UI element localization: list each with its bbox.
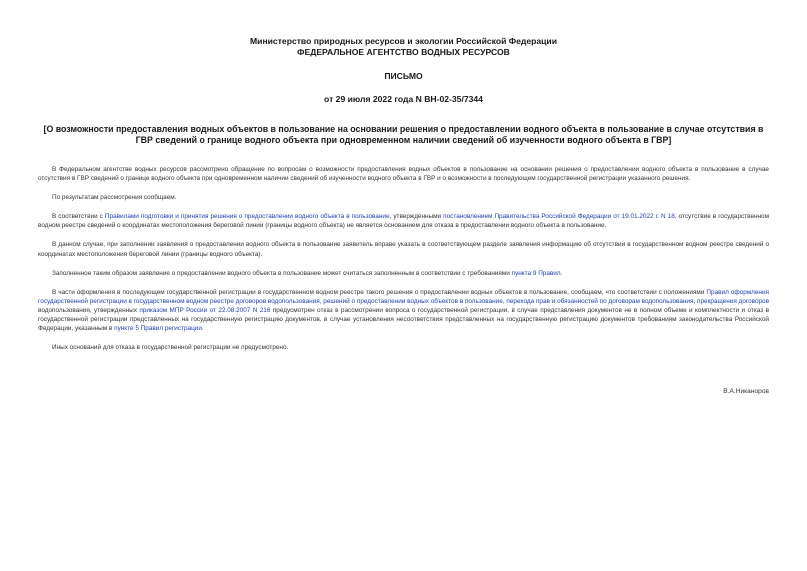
paragraph-7: Иных оснований для отказа в государственной регистрации не предусмотрено.: [52, 344, 289, 352]
document-type: ПИСЬМО: [384, 71, 423, 81]
paragraph-3: [38, 212, 769, 230]
document-body: [38, 165, 769, 352]
link-point-9[interactable]: пункта 9 Правил: [511, 269, 561, 277]
text: водопользования, утвержденных: [38, 306, 140, 314]
text: Заполненное таким образом заявление о предоставлении водного объекта в пользование может считаться заполненным в соответствии с требованиями: [52, 269, 512, 277]
agency-name: ФЕДЕРАЛЬНОЕ АГЕНТСТВО ВОДНЫХ РЕСУРСОВ: [297, 46, 510, 57]
text: .: [560, 269, 563, 277]
link-government-resolution[interactable]: постановлением Правительства Российской Федерации от 19.01.2022 г. N 18: [443, 213, 675, 221]
paragraph-6: [38, 288, 769, 333]
paragraph-5: [38, 269, 769, 278]
link-registration-rules[interactable]: Правил оформления государственной регистрации в государственном водном реестре договоров водопользования, решений о предоставлении водных объектов в пользование, перехода прав и обязанностей по договорам водопользования, прекращения договоров: [38, 288, 769, 305]
link-rules-decision[interactable]: Правилами подготовки и принятия решения о предоставлении водного объекта в пользование: [104, 213, 390, 221]
document-title: [О возможности предоставления водных объектов в пользование на основании решения о предоставлении водного объекта в пользование в случае отсутствия в ГВР сведений о границе водного объекта при одновременном наличии сведений об изученности водного объекта в ГВР]: [43, 124, 764, 145]
paragraph-1: В Федеральном агентстве водных ресурсов рассмотрено обращение по вопросам о возможности предоставления водных объектов в пользование на основании решения о предоставлении водного объекта в пользование в случае отсутствия в ГВР сведений о границе водного объекта при одновременном наличии сведений об изученности водного объекта в ГВР и о возможности в последующем государственной регистрации указанного решения.: [38, 166, 769, 183]
text: , утвержденными: [389, 213, 444, 221]
document-date-number: от 29 июля 2022 года N ВН-02-35/7344: [324, 93, 483, 104]
ministry-name: Министерство природных ресурсов и экологии Российской Федерации: [250, 36, 557, 46]
paragraph-4: В данном случае, при заполнении заявления о предоставлении водного объекта в пользование заявитель вправе указать в соответствующем разделе заявления информацию об отсутствии в государственном водном реестре сведений о координатах местоположения береговой линии (границы водного объекта).: [38, 241, 769, 258]
text: .: [201, 325, 204, 333]
paragraph-2: По результатам рассмотрения сообщаем.: [52, 194, 177, 202]
link-point-5[interactable]: пункте 5 Правил регистрации: [114, 325, 202, 333]
signature: В.А.Никаноров: [723, 388, 769, 396]
text: , отсутствие в государственном водном реестре сведений о координатах местоположения береговой линии (границы водного объекта) не является основанием для отказа в предоставлении водного объекта в пользование.: [38, 213, 769, 230]
link-mpr-order[interactable]: приказом МПР России от 22.08.2007 N 216: [139, 306, 271, 314]
text: В соответствии с: [52, 213, 105, 221]
text: В части оформления в последующем государственной регистрации в государственном водном реестре такого решения о предоставлении водных объектов в пользование, сообщаем, что соответствии с положениями: [52, 288, 707, 296]
text: предусмотрен отказ в рассмотрении вопроса о государственной регистрации, в случае представления документов не в полном объеме и комплектности и отказ в государственной регистрации представленных на государственную регистрацию документов, в случае установления несоответствия представленных на государственную регистрацию документов требованиям законодательства Российской Федерации, указанным в: [38, 306, 770, 333]
